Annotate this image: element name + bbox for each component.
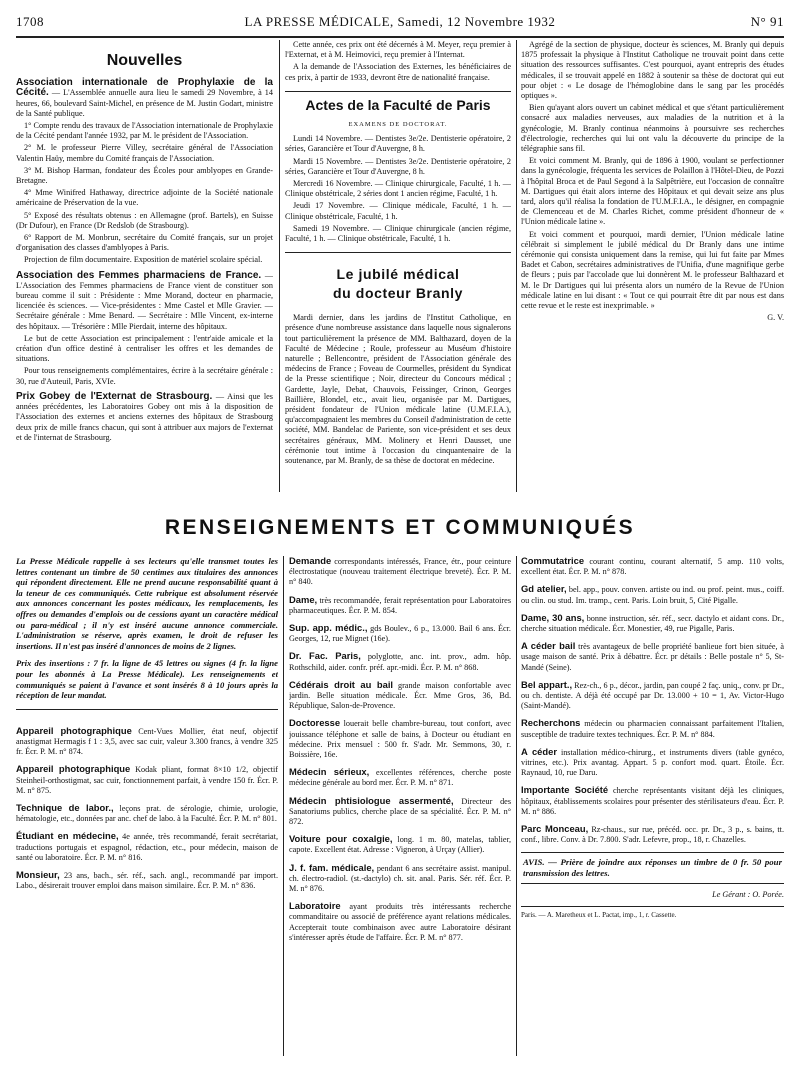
classified-ad: [521, 584, 784, 605]
ad-keyword: A céder bail: [521, 640, 576, 652]
classified-ad: [16, 803, 278, 824]
masthead-rule: [16, 36, 784, 38]
classified-ad: [16, 764, 278, 796]
classified-ad: [289, 796, 511, 828]
jubile-paragraph: Et voici comment et pourquoi, mardi dernier, l'Union médicale latine célébrait si simplement le jubilé médical du Dr Branly dans une intime cérémonie qui consista uniquement dans la remise, qui lui fut faite par Mmes Badet et Cabon, secrétaires administratives de l'Unifia, d'une magnifique gerbe de fleurs ; puis par l'accolade que lui donnèrent M. le professeur Balthazard et M. le Dr Dartigues qui lui présenta alors un numéro de la Revue de l'Union médicale latine en lui disant : « Tout ce qui pourrait être dit par nous est dans cette revue et le reste est inexprimable. »: [521, 229, 784, 311]
annonces-column-3: [521, 556, 784, 1066]
ad-text: louerait belle chambre-bureau, tout confort, avec jouissance téléphone et salle de bains, à Docteur ou étudiant en médecine. Prix mensuel : 500 fr. S'adr. Mr. Semmons, 30, r. Boissière, 16e.: [289, 719, 511, 760]
avis-box: [521, 852, 784, 884]
ad-text: Directeur des Sanatoriums publics, cherche place de sa spécialité. Écr. P. M. n° 872.: [289, 796, 511, 827]
ad-keyword: Étudiant en médecine,: [16, 830, 119, 842]
ad-text: bel. app., pouv. conven. artiste ou ind. ou prof. peint. mus., coiff. ou clin. ou stud. Im. tramp., cent. Paris. Loin bruit, 5, Cité Pigalle.: [521, 585, 784, 605]
classified-ad: [289, 863, 511, 895]
ordre-item: 6° Rapport de M. Monbrun, secrétaire du Comité français, sur un projet d'organisation des classes d'amblyopes à Paris.: [16, 233, 273, 253]
classified-ad: [16, 726, 278, 758]
classified-ad: [289, 595, 511, 616]
ad-keyword: Dame, 30 ans,: [521, 611, 585, 623]
classified-ad: [521, 824, 784, 845]
exam-line: Lundi 14 Novembre. — Dentistes 3e/2e. Dentisterie opératoire, 2 séries, Garancière et Tour d'Auvergne, 8 h.: [285, 134, 511, 154]
avis-aux-lecteurs: [16, 556, 278, 701]
gobey-heading: Prix Gobey de l'Externat de Strasbourg.: [16, 390, 213, 402]
jubile-paragraph: Agrégé de la section de physique, docteur ès sciences, M. Branly qui depuis 1875 professait la physique à l'Institut Catholique ne trouvait point dans cette situation des ressources suffisantes. C'est pourquoi, ayant entrepris des études médicales, il se trouvait appelé en 1882 à soutenir sa thèse de doctorat qui eut pour objet : « Le dosage de l'hémoglobine dans le sang par les procédés optiques ».: [521, 40, 784, 101]
ad-text: Rz-chaus., sur rue, précéd. occ. pr. Dr., 3 p., s. bains, tt. conf., libre. Conv. à Dr. 7.800. S'adr. Lefevre, prop., 18, r. Chazelles.: [521, 825, 784, 845]
ad-text: polyglotte, anc. int. prov., adm. hôp. Rothschild, aider. confr. préf. apr.-midi. Écr. P. M. n° 868.: [289, 652, 511, 672]
ad-keyword: Technique de labor.,: [16, 801, 114, 813]
ad-text: Cent-Vues Mollier, état neuf, objectif anastigmat Hermagis f 1 : 3,5, avec sac cuir, valeur 3.300 francs, à vendre 325 fr. Écr. P. M. n° 874.: [16, 726, 278, 757]
ads-list: [521, 556, 784, 845]
assoc-prophylaxie-heading: Association internationale de Prophylaxie de la Cécité.: [16, 77, 273, 99]
gobey-laureats: Cette année, ces prix ont été décernés à M. Meyer, reçu premier à l'Externat, et à M. Heimovici, reçu premier à l'Internat.: [285, 40, 511, 60]
femmes-text: — L'Association des Femmes pharmaciens de France vient de constituer son bureau comme il suit : Présidente : Mme Morand, docteur en pharmacie, licenciée ès sciences. — Vice-présidentes : Mme Castel et Mlle Gravier. — Secrétaire générale : Mme Benard. — Secrétaire : Mlle Vincent, ex-interne des hôpitaux. — Trésorière : Mlle Pierdait, interne des hôpitaux.: [16, 270, 273, 331]
ad-keyword: Appareil photographique: [16, 763, 131, 775]
column-divider: [516, 556, 517, 1056]
faculte-title: Actes de la Faculté de Paris: [305, 96, 491, 113]
femmes-but: Le but de cette Association est principalement : l'entr'aide amicale et la création d'un office destiné à centraliser les offres et les demandes de situations.: [16, 333, 273, 364]
faculte-box: [285, 91, 511, 253]
ad-text: correspondants intéressés, France, étr., pour ceinture électrostatique (nouveau traitement électrique breveté). Écr. P. M. n° 840.: [289, 557, 511, 587]
ads-list: [289, 556, 511, 943]
footer-rule: [521, 906, 784, 907]
ad-text: pendant 6 ans secrétaire assist. manipul. ch. électro-radiol. (st.-dactylo) ch. sit. anal. Paris. Sér. réf. Écr. P. M. n° 876.: [289, 863, 511, 894]
femmes-renseignements: Pour tous renseignements complémentaires, écrire à la secrétaire générale : 30, rue d'Auteuil, Paris, XVIe.: [16, 366, 273, 386]
ad-text: ayant produits très intéressants recherche commanditaire ou associé de préférence ayant relations médicales. Accepterait toute combinaison avec autre Laboratoire désirant s'intéresser après étude de l'affaire. Écr. P. M. n° 877.: [289, 902, 511, 942]
avis-text: AVIS. — Prière de joindre aux réponses un timbre de 0 fr. 50 pour transmission des lettres.: [523, 857, 782, 879]
nouvelles-title: Nouvelles: [106, 52, 183, 69]
ad-keyword: Doctoresse: [289, 717, 341, 729]
ad-keyword: Recherchons: [521, 717, 581, 729]
nouvelles-column: [16, 40, 273, 492]
masthead: [16, 14, 784, 32]
gerant-line: Le Gérant : O. Porée.: [712, 890, 784, 900]
ad-keyword: Voiture pour coxalgie,: [289, 833, 393, 845]
ad-keyword: Gd atelier,: [521, 583, 567, 595]
ad-text: 23 ans, bach., sér. réf., sach. angl., recommandé par import. Labo., désirerait trouver emploi dans maison similaire. Écr. P. M. n° 836.: [16, 870, 278, 891]
classified-ad: [521, 641, 784, 673]
ordre-item: 3° M. Bishop Harman, fondateur des Écoles pour amblyopes en Grande-Bretagne.: [16, 165, 273, 186]
ad-text: médecin ou pharmacien connaissant parfaitement l'Italien, susceptible de traduire textes techniques. Écr. P. M. n° 884.: [521, 719, 784, 739]
exam-line: Mardi 15 Novembre. — Dentistes 3e/2e. Dentisterie opératoire, 2 séries, Garancière et Tour d'Auvergne, 8 h.: [285, 156, 511, 176]
jubile-column: [521, 40, 784, 492]
ad-keyword: J. f. fam. médicale,: [289, 861, 375, 873]
ad-keyword: Monsieur,: [16, 868, 60, 880]
jubile-title-line1: Le jubilé médical: [336, 266, 460, 283]
jubile-paragraph: Bien qu'ayant alors ouvert un cabinet médical et que s'étant particulièrement consacré aux maladies nerveuses, aux maladies de la nutrition et à la gynécologie, M. Branly continua néanmoins à poursuivre ses recherches d'électrologie, recherches qui lui ont valu la découverte du principe de la télégraphie sans fil.: [521, 103, 784, 154]
ad-text: bonne instruction, sér. réf., secr. dactylo et aidant cons. Dr., cherche situation médicale. Écr. Monestier, 49, rue Pigalle, Paris.: [521, 613, 784, 634]
ad-keyword: Cédérais droit au bail: [289, 678, 394, 690]
ad-text: excellentes références, cherche poste médecine générale au bord mer. Écr. P. M. n° 871.: [289, 768, 511, 788]
middle-column: [285, 40, 511, 492]
page-number: 1708: [16, 14, 44, 29]
jubile-paragraph: Mardi dernier, dans les jardins de l'Institut Catholique, en présence d'une nombreuse assistance dans laquelle nous signalerons tout particulièrement la présence de MM. Balthazard, doyen de la Faculté de Médecine ; Roule, professeur au Muséum d'histoire naturelle ; Bellencontre, président de l'Association générale des médecins de France ; Foveau de Courmelles, président du Syndicat de la Presse scientifique ; Noir, directeur du Concours médical ; Gardette, Jayle, Debat, Chauvois, Feissinger, Crinon, Georges Baillière, Blondel, etc., avait lieu, organisée par M. Dartigues, président fondateur de l'Union médicale latine (U.M.F.I.A.), qu'accompagnaient les membres du Conseil d'administration de cette société, MM. Bandelac de Pariente, son vice-président et ses deux secrétaires généraux, MM. Molinery et Henri Dausset, une cérémonie tout intime à l'occasion du cinquantenaire de la soutenance, par M. Branly, de sa thèse de doctorat en médecine.: [285, 313, 511, 466]
classified-ad: [289, 718, 511, 760]
column-divider: [283, 556, 284, 1056]
exam-line: Jeudi 17 Novembre. — Clinique médicale, Faculté, 1 h. — Clinique obstétricale, Faculté, 1 h.: [285, 201, 511, 221]
assoc-prophylaxie-text: — L'Assemblée annuelle aura lieu le samedi 29 Novembre, à 14 heures, 66, boulevard Saint-Michel, en présence de M. Justin Godart, ministre de la Santé publique.: [16, 88, 273, 118]
ad-text: très avantageux de belle propriété banlieue fort bien située, à usage maison de santé. Prix à débattre. Écr. pr détails : Belle postale n° 5, St-Mandé (Seine).: [521, 642, 784, 672]
exam-line: Mercredi 16 Novembre. — Clinique chirurgicale, Faculté, 1 h. — Clinique obstétricale, 2 séries dont 1 ancien régime, Faculté, 1 h.: [285, 179, 511, 199]
ad-keyword: Médecin sérieux,: [289, 766, 370, 778]
faculte-subtitle: EXAMENS DE DOCTORAT.: [348, 121, 448, 129]
annonces-column-1: [16, 556, 278, 1066]
classified-ad: [289, 680, 511, 712]
renseignements-banner: RENSEIGNEMENTS ET COMMUNIQUÉS: [164, 516, 636, 539]
classified-ad: [289, 623, 511, 644]
classified-ad: [289, 651, 511, 672]
ordre-item: 2° M. le professeur Pierre Villey, secrétaire général de l'Association Valentin Haüy, membre du Comité français de l'Association.: [16, 143, 273, 163]
intro-paragraph: La Presse Médicale rappelle à ses lecteurs qu'elle transmet toutes les lettres contenant un timbre de 50 centimes aux titulaires des annonces qui répondent directement. Elle ne prend aucune responsabilité quant à la teneur de ces communiqués. Cette rubrique est absolument réservée aux annonces concernant les postes médicaux, les remplacements, les offres ou demandes d'emplois ou de cessions ayant un caractère médical ou para-médical ; il n'y est inséré aucune annonce commerciale. L'administration se réserve, après examen, le droit de refuser les insertions. Il n'est pas inséré d'annonces de moins de 2 lignes.: [16, 556, 278, 651]
column-divider: [516, 40, 517, 492]
imprimeur-line: Paris. — A. Maretheux et L. Pactat, imp., 1, r. Cassette.: [521, 910, 677, 919]
ad-keyword: Sup. app. médic.,: [289, 622, 368, 634]
ad-keyword: Laboratoire: [289, 900, 341, 912]
ads-list: [16, 726, 278, 892]
journal-title: LA PRESSE MÉDICALE, Samedi, 12 Novembre 1932: [244, 14, 556, 29]
ad-text: Kodak pliant, format 8×10 1/2, objectif Steinheil-orthostigmat, sac cuir, fonctionnement parfait, à vendre 150 fr. Écr. P. M. n° 875.: [16, 765, 278, 795]
ad-keyword: Demande: [289, 556, 332, 566]
classified-ad: [289, 901, 511, 943]
classified-ad: [521, 613, 784, 634]
jubile-title: [285, 265, 511, 303]
femmes-heading: Association des Femmes pharmaciens de France.: [16, 269, 262, 281]
ad-text: long. 1 m. 80, matelas, tablier, capote. Excellent état. Adresse : Vigneron, à Urçay (Allier).: [289, 835, 511, 855]
classified-ad: [521, 680, 784, 712]
ordre-item: 5° Exposé des résultats obtenus : en Allemagne (prof. Bartels), en Suisse (Dr Dufour), en France (Dr Redslob (de Strasbourg).: [16, 210, 273, 230]
ad-keyword: Importante Société: [521, 784, 609, 796]
intro-rule: [16, 709, 278, 710]
ad-text: cherche représentants visitant déjà les cliniques, hôpitaux, établissements scolaires pour présenter des stérilisateurs d'eau. Écr. P. M. n° 886.: [521, 786, 784, 816]
ad-keyword: Parc Monceau,: [521, 823, 589, 835]
ad-text: installation médico-chirurg., et instruments divers (table gynéco, vitrines, etc.). Prix avantag. Appart. 5 p. confort mod. quart. Étoile. Écr. Raynaud, 10, rue Daru.: [521, 747, 784, 778]
ad-keyword: Dame,: [289, 593, 318, 605]
ad-text: 4e année, très recommandé, ferait secrétariat, traductions portugais et espagnol, rédaction, etc., pour médecin, maison de santé ou laboratoire. Écr. P. M. n° 816.: [16, 832, 278, 862]
projection-note: Projection de film documentaire. Exposition de matériel scolaire spécial.: [24, 255, 263, 265]
classified-ad: [521, 785, 784, 817]
classified-ad: [521, 556, 784, 577]
classified-ad: [521, 747, 784, 779]
gobey-demande: A la demande de l'Association des Externes, les bénéficiaires de ces prix, à partir de 1933, devront être de nationalité française.: [285, 62, 511, 82]
jubile-signature: G. V.: [767, 313, 784, 323]
classified-ad: [521, 718, 784, 739]
classified-ad: [289, 556, 511, 588]
gobey-text: — Ainsi que les années précédentes, les Laboratoires Gobey ont mis à la disposition de l'Association des externes et anciens externes des hôpitaux de Strasbourg deux prix de mille francs chacun, qui sont à attribuer aux majors de l'externat et de l'internat de Strasbourg.: [16, 391, 273, 442]
ad-keyword: Médecin phtisiologue assermenté,: [289, 794, 454, 806]
exam-line: Samedi 19 Novembre. — Clinique chirurgicale (ancien régime, Faculté, 1 h. — Clinique obstétricale, Faculté, 1 h.: [285, 223, 511, 244]
issue-number: N° 91: [750, 14, 784, 29]
ad-text: courant continu, courant alternatif, 5 amp. 110 volts, excellent état. Écr. P. M. n° 878.: [521, 557, 784, 577]
ad-text: Rez-ch., 6 p., décor., jardin, pan coupé 2 faç. uniq., conv. pr Dr., ou ch. dentiste. A déjà été occupé par Dr. 13.000 + 10 = 1, Av. Victor-Hugo (Saint-Mandé).: [521, 680, 784, 711]
ad-keyword: Appareil photographique: [16, 724, 132, 736]
classified-ad: [16, 870, 278, 891]
ad-keyword: Commutatrice: [521, 556, 585, 566]
ad-keyword: A céder: [521, 745, 557, 757]
jubile-paragraph: Et voici comment M. Branly, qui de 1896 à 1900, voulant se perfectionner dans la gynécologie, fréquenta les services de Polaillon à l'Hôtel-Dieu, de Pozzi à l'hôpital Broca et de Paul Segond à la Salpêtrière, eut l'occasion de connaître M. Dartigues qui était alors interne des Hôpitaux et qui devait seize ans plus tard, alors qu'il réalisa la fondation de l'U.M.F.I.A., le désigner, en compagnie de Clemenceau et de M. Charles Richet, comme président d'honneur de « l'Union médicale latine ».: [521, 156, 784, 227]
ordre-item: 4° Mme Winifred Hathaway, directrice adjointe de la Société nationale américaine de Préservation de la vue.: [16, 188, 273, 208]
column-divider: [279, 40, 280, 492]
intro-tarifs: Prix des insertions : 7 fr. la ligne de 45 lettres ou signes (4 fr. la ligne pour les abonnés à La Presse Médicale). Les renseignements et communiqués se paient à l'avance et sont insérés 8 à 10 jours après la réception de leur mandat.: [16, 658, 278, 701]
classified-ad: [16, 831, 278, 863]
jubile-title-line2: du docteur Branly: [333, 285, 463, 302]
ad-keyword: Dr. Fac. Paris,: [289, 650, 361, 662]
ad-text: leçons prat. de sérologie, chimie, urologie, hématologie, etc., données par anc. chef de labo. à la Faculté. Écr. P. M. n° 801.: [16, 803, 278, 824]
ad-text: très recommandée, ferait représentation pour Laboratoires pharmaceutiques. Écr. P. M. 854.: [289, 595, 511, 615]
ad-text: grande maison confortable avec jardin. Belle situation médicale. Écr. Mme Gros, 36, Bd. République, Salon-de-Provence.: [289, 680, 511, 711]
ordre-item: 1° Compte rendu des travaux de l'Association internationale de Prophylaxie de la Cécité pendant l'année 1932, par M. le président de l'Association.: [16, 121, 273, 141]
ad-keyword: Bel appart.,: [521, 678, 573, 690]
annonces-column-2: [289, 556, 511, 1066]
classified-ad: [289, 834, 511, 855]
classified-ad: [289, 767, 511, 788]
ad-text: gds Boulev., 6 p., 13.000. Bail 6 ans. Écr. Georges, 12, rue Mignet (16e).: [289, 624, 511, 644]
